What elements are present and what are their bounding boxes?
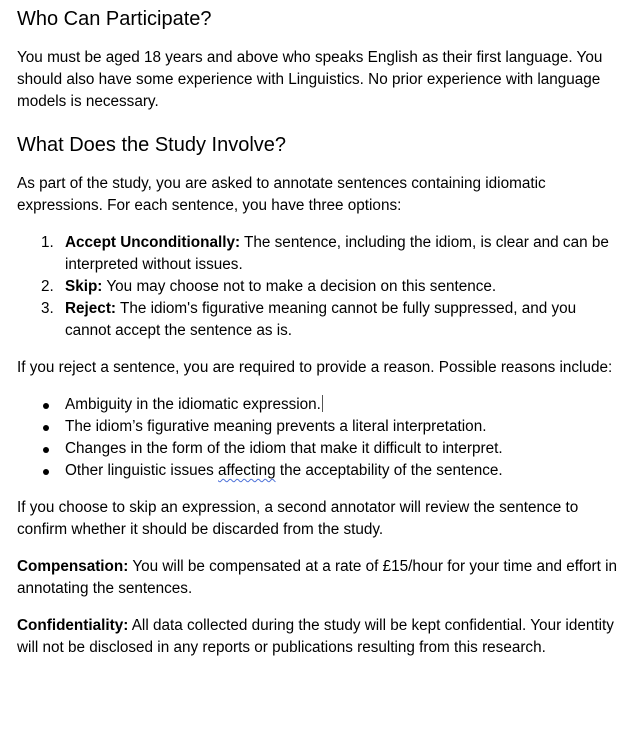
reject-intro-paragraph: If you reject a sentence, you are required to provide a reason. Possible reasons include: (17, 359, 613, 376)
reason-text: the acceptability of the sentence. (275, 462, 503, 479)
study-intro-paragraph: As part of the study, you are asked to annotate sentences containing idiomatic expressions. For each sentence, you have three options: (17, 175, 546, 214)
option-item-reject (17, 298, 617, 342)
bullet-icon (43, 469, 49, 475)
confidentiality-paragraph (17, 615, 617, 659)
confidentiality-text: All data collected during the study will be kept confidential. Your identity will not be disclosed in any reports or publications resulting from this research. (17, 617, 614, 656)
reason-item (17, 394, 617, 416)
option-text: You may choose not to make a decision on this sentence. (102, 278, 497, 295)
heading-study-involvement: What Does the Study Involve? (17, 134, 287, 156)
reason-text: Other linguistic issues (65, 462, 219, 479)
reason-item (17, 416, 617, 438)
option-text: The idiom's figurative meaning cannot be fully suppressed, and you cannot accept the sentence as is. (65, 300, 577, 339)
option-label: Skip: (65, 278, 103, 295)
bullet-icon (43, 425, 49, 431)
text-cursor (322, 395, 323, 412)
reject-reasons-list (17, 394, 617, 482)
annotation-options-list (17, 232, 617, 342)
option-item-accept (17, 232, 617, 276)
reason-item (17, 460, 617, 482)
compensation-text: You will be compensated at a rate of £15/hour for your time and effort in annotating the sentences. (17, 558, 618, 597)
option-text: The sentence, including the idiom, is clear and can be interpreted without issues. (65, 234, 609, 273)
option-label: Reject: (65, 300, 117, 317)
compensation-paragraph (17, 556, 617, 600)
bullet-icon (43, 447, 49, 453)
option-label: Accept Unconditionally: (65, 234, 241, 251)
option-number: 3. (41, 300, 54, 317)
confidentiality-label: Confidentiality: (17, 617, 129, 634)
reason-text: The idiom’s figurative meaning prevents a literal interpretation. (65, 418, 487, 435)
option-number: 2. (41, 278, 54, 295)
option-item-skip (17, 276, 617, 298)
bullet-icon (43, 403, 49, 409)
compensation-label: Compensation: (17, 558, 129, 575)
reason-text: Ambiguity in the idiomatic expression. (65, 396, 321, 413)
heading-who-can-participate: Who Can Participate? (17, 8, 212, 30)
participation-paragraph: You must be aged 18 years and above who speaks English as their first language. You should also have some experience with Linguistics. No prior experience with language models is necessary. (17, 49, 603, 110)
reason-text: Changes in the form of the idiom that make it difficult to interpret. (65, 440, 503, 457)
option-number: 1. (41, 234, 54, 251)
reason-item (17, 438, 617, 460)
spellcheck-flagged-word[interactable]: affecting (218, 462, 276, 479)
skip-paragraph: If you choose to skip an expression, a second annotator will review the sentence to confirm whether it should be discarded from the study. (17, 499, 579, 538)
